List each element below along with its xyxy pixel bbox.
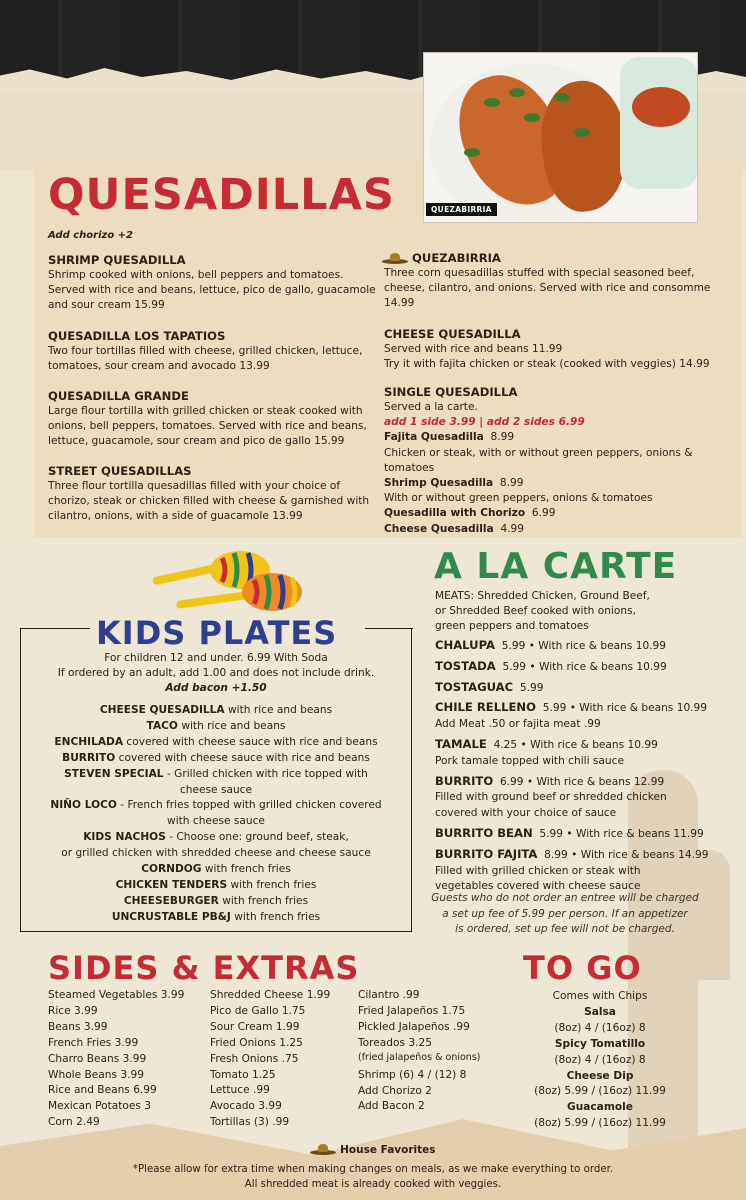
meats-line: or Shredded Beef cooked with onions, bbox=[435, 605, 636, 618]
item-name: Cheese Dip bbox=[566, 1069, 634, 1082]
note-line: a set up fee of 5.99 per person. If an appetizer bbox=[442, 907, 688, 920]
item-desc: Pork tamale topped with chili sauce bbox=[435, 754, 624, 767]
item-name: SINGLE QUESADILLA bbox=[384, 385, 518, 400]
kids-intro bbox=[20, 651, 412, 697]
sides-column-1 bbox=[48, 988, 208, 1131]
item-price: 4.25 • With rice & beans 10.99 bbox=[493, 738, 658, 751]
list-item bbox=[435, 790, 740, 806]
item-name: Spicy Tomatillo bbox=[554, 1037, 646, 1050]
list-item bbox=[435, 864, 740, 880]
list-item: Beans 3.99 bbox=[48, 1020, 108, 1033]
item-price: 5.99 • With rice & beans 10.99 bbox=[501, 640, 667, 652]
sides-note: add 1 side 3.99 | add 2 sides 6.99 bbox=[384, 416, 585, 429]
item-name: CORNDOG bbox=[141, 863, 202, 876]
item-name: TACO bbox=[146, 719, 178, 732]
list-item bbox=[435, 658, 740, 676]
item-desc: With or without green peppers, onions & tomatoes bbox=[384, 492, 653, 505]
list-item: Fried Jalapeños 1.75 bbox=[358, 1004, 466, 1017]
list-item: Sour Cream 1.99 bbox=[210, 1020, 300, 1033]
menu-item bbox=[384, 384, 714, 537]
item-desc: covered with your choice of sauce bbox=[435, 807, 617, 820]
list-item bbox=[20, 894, 412, 910]
item-name: QUEZABIRRIA bbox=[412, 251, 501, 265]
list-item bbox=[435, 806, 740, 822]
list-item: Fried Onions 1.25 bbox=[210, 1036, 303, 1049]
meats-line: MEATS: Shredded Chicken, Ground Beef, bbox=[435, 590, 650, 602]
item-name: Fajita Quesadilla bbox=[384, 431, 484, 444]
item-desc: Try it with fajita chicken or steak (cooked with veggies) 14.99 bbox=[384, 357, 710, 370]
list-item: Shredded Cheese 1.99 bbox=[210, 989, 331, 1001]
note-line: Guests who do not order an entree will be charged bbox=[431, 892, 699, 904]
list-item bbox=[20, 703, 412, 719]
item-name: Shrimp Quesadilla bbox=[384, 477, 494, 490]
footer-note: All shredded meat is already cooked with veggies. bbox=[244, 1179, 502, 1190]
list-item bbox=[435, 699, 740, 717]
meats-description bbox=[435, 589, 735, 635]
item-price: 6.99 bbox=[531, 507, 556, 520]
house-favorites-legend bbox=[0, 1143, 746, 1158]
item-name: QUESADILLA GRANDE bbox=[48, 389, 189, 404]
list-item: Pico de Gallo 1.75 bbox=[210, 1004, 306, 1017]
item-price: 4.99 bbox=[500, 522, 525, 535]
list-item bbox=[20, 878, 412, 894]
item-desc: with french fries bbox=[222, 894, 309, 907]
item-desc: Filled with ground beef or shredded chicken bbox=[435, 791, 667, 804]
list-item bbox=[20, 783, 412, 799]
item-name: NIÑO LOCO bbox=[50, 799, 117, 812]
list-item bbox=[20, 719, 412, 735]
item-desc: covered with cheese sauce with rice and beans bbox=[118, 751, 370, 764]
sombrero-icon bbox=[310, 1144, 336, 1156]
sombrero-icon bbox=[382, 253, 408, 265]
list-item: Toreados 3.25 bbox=[358, 1036, 432, 1049]
sides-title: SIDES & EXTRAS bbox=[48, 949, 360, 987]
item-desc: with rice and beans bbox=[228, 704, 333, 716]
item-desc: or grilled chicken with shredded cheese and cheese sauce bbox=[61, 847, 371, 860]
kids-intro-line: For children 12 and under. 6.99 With Soda bbox=[104, 652, 328, 664]
item-desc: Served a la carte. bbox=[384, 401, 478, 414]
list-item bbox=[20, 814, 412, 830]
item-name: TOSTAGUAC bbox=[435, 679, 514, 694]
footer-note: *Please allow for extra time when making changes on meals, as we make everything to order. bbox=[132, 1164, 614, 1175]
item-price: 5.99 bbox=[519, 681, 544, 694]
menu-item bbox=[48, 328, 378, 374]
item-name: CHILE RELLENO bbox=[435, 700, 536, 715]
item-desc: Add Meat .50 or fajita meat .99 bbox=[435, 718, 601, 731]
menu-item bbox=[48, 388, 378, 450]
maracas-icon bbox=[148, 548, 308, 618]
item-name: Quesadilla with Chorizo bbox=[384, 507, 526, 520]
list-item: Avocado 3.99 bbox=[210, 1100, 282, 1113]
item-desc: covered with cheese sauce with rice and beans bbox=[126, 735, 378, 748]
list-item bbox=[20, 830, 412, 846]
list-item bbox=[20, 862, 412, 878]
item-desc: Three flour tortilla quesadillas filled with your choice of chorizo, steak or chicken filled with cheese & garnished with cilantro, onions, with a side of guacamole 13.99 bbox=[48, 479, 370, 523]
item-name: BURRITO bbox=[62, 751, 116, 764]
item-desc: Served with rice and beans 11.99 bbox=[384, 342, 563, 355]
list-item bbox=[20, 846, 412, 862]
item-name: BURRITO FAJITA bbox=[435, 846, 538, 861]
list-item: Fresh Onions .75 bbox=[210, 1052, 299, 1065]
item-desc: Shrimp cooked with onions, bell peppers and tomatoes. Served with rice and beans, lettuce, pico de gallo, guacamole and sour cream 15.99 bbox=[48, 269, 376, 312]
a-la-carte-title: A LA CARTE bbox=[434, 546, 678, 587]
item-name: CHALUPA bbox=[435, 638, 495, 652]
item-price: 8.99 • With rice & beans 14.99 bbox=[544, 848, 709, 861]
item-desc: with french fries bbox=[204, 863, 291, 876]
note-line: is ordered, set up fee will not be charged. bbox=[455, 923, 675, 935]
list-item-note: (fried jalapeños & onions) bbox=[358, 1051, 481, 1063]
item-name: Guacamole bbox=[567, 1101, 633, 1114]
list-item bbox=[435, 679, 740, 697]
list-item: Tortillas (3) .99 bbox=[210, 1116, 290, 1129]
legend-label: House Favorites bbox=[340, 1144, 436, 1156]
quezabirria-photo bbox=[423, 52, 698, 223]
list-item: Shrimp (6) 4 / (12) 8 bbox=[358, 1068, 467, 1081]
item-desc: cheese sauce bbox=[179, 783, 253, 796]
list-item bbox=[20, 910, 412, 926]
item-desc: with french fries bbox=[230, 878, 317, 891]
photo-caption: QUEZABIRRIA bbox=[426, 203, 497, 216]
list-item: Pickled Jalapeños .99 bbox=[358, 1020, 470, 1033]
item-price: 5.99 • With rice & beans 10.99 bbox=[542, 702, 708, 715]
kids-plates-title: KIDS PLATES bbox=[96, 614, 338, 652]
item-desc: with rice and beans bbox=[181, 719, 286, 732]
item-name: TOSTADA bbox=[435, 658, 496, 673]
list-item bbox=[435, 637, 740, 655]
kids-items-list bbox=[20, 703, 412, 926]
list-item: Cilantro .99 bbox=[358, 989, 420, 1001]
menu-item bbox=[48, 463, 378, 525]
item-name: CHEESE QUESADILLA bbox=[99, 704, 225, 716]
quesadilla-left-column bbox=[48, 252, 378, 524]
item-price: 5.99 • With rice & beans 10.99 bbox=[502, 660, 667, 673]
item-desc: with french fries bbox=[234, 910, 321, 923]
item-price: 8.99 bbox=[499, 477, 524, 490]
setup-fee-note bbox=[420, 891, 710, 938]
item-desc: Two four tortillas filled with cheese, grilled chicken, lettuce, tomatoes, sour cream and avocado 13.99 bbox=[48, 344, 363, 372]
item-name: UNCRUSTABLE PB&J bbox=[111, 910, 231, 923]
list-item bbox=[20, 767, 412, 783]
list-item: Rice and Beans 6.99 bbox=[48, 1084, 157, 1097]
item-price: 6.99 • With rice & beans 12.99 bbox=[499, 775, 665, 788]
item-desc: - French fries topped with grilled chicken covered bbox=[120, 799, 382, 812]
sides-column-3 bbox=[358, 988, 508, 1115]
sides-column-2 bbox=[210, 988, 358, 1131]
list-item bbox=[20, 798, 412, 814]
list-item: Mexican Potatoes 3 bbox=[48, 1100, 151, 1113]
item-price: 5.99 • With rice & beans 11.99 bbox=[539, 827, 704, 840]
list-item bbox=[435, 736, 740, 754]
item-desc: vegetables covered with cheese sauce bbox=[435, 880, 641, 893]
list-item: Steamed Vegetables 3.99 bbox=[48, 989, 185, 1001]
list-item: Rice 3.99 bbox=[48, 1004, 98, 1017]
item-price: (8oz) 5.99 / (16oz) 11.99 bbox=[534, 1117, 666, 1130]
kids-bacon-note: Add bacon +1.50 bbox=[165, 682, 267, 695]
list-item bbox=[20, 751, 412, 767]
menu-item bbox=[384, 250, 714, 312]
item-desc: with cheese sauce bbox=[167, 815, 265, 828]
list-item bbox=[435, 773, 740, 791]
item-name: KIDS NACHOS bbox=[83, 831, 166, 844]
item-desc: Chicken or steak, with or without green peppers, onions & tomatoes bbox=[384, 446, 693, 474]
list-item bbox=[20, 735, 412, 751]
item-price: 8.99 bbox=[490, 431, 515, 444]
menu-item bbox=[384, 326, 714, 372]
item-price: (8oz) 4 / (16oz) 8 bbox=[554, 1021, 646, 1034]
item-name: QUESADILLA LOS TAPATIOS bbox=[48, 328, 226, 343]
item-name: Salsa bbox=[584, 1005, 616, 1018]
item-price: (8oz) 5.99 / (16oz) 11.99 bbox=[534, 1085, 666, 1098]
quesadillas-title: QUESADILLAS bbox=[48, 170, 395, 220]
a-la-carte-list bbox=[435, 637, 740, 895]
list-item: Add Chorizo 2 bbox=[358, 1084, 432, 1097]
list-item: Whole Beans 3.99 bbox=[48, 1068, 144, 1081]
item-desc: - Grilled chicken with rice topped with bbox=[166, 767, 368, 780]
list-item bbox=[435, 846, 740, 864]
quesadilla-right-column bbox=[384, 250, 714, 537]
meats-line: green peppers and tomatoes bbox=[435, 620, 589, 633]
footer-notes bbox=[0, 1162, 746, 1192]
to-go-list bbox=[505, 989, 695, 1132]
list-item bbox=[435, 754, 740, 770]
item-name: BURRITO BEAN bbox=[435, 825, 533, 840]
list-item: Add Bacon 2 bbox=[358, 1100, 425, 1113]
list-item bbox=[435, 825, 740, 843]
list-item: Charro Beans 3.99 bbox=[48, 1052, 147, 1065]
item-name: Cheese Quesadilla bbox=[384, 522, 494, 535]
menu-item bbox=[48, 252, 378, 314]
item-price: (8oz) 4 / (16oz) 8 bbox=[554, 1053, 646, 1066]
item-name: STREET QUESADILLAS bbox=[48, 463, 192, 478]
item-desc: Three corn quesadillas stuffed with special seasoned beef, cheese, cilantro, and onions. Served with rice and consomme 14.99 bbox=[384, 267, 711, 310]
item-name: CHEESE QUESADILLA bbox=[384, 326, 521, 341]
list-item: French Fries 3.99 bbox=[48, 1036, 139, 1049]
item-desc: Filled with grilled chicken or steak with bbox=[435, 864, 641, 877]
item-name: BURRITO bbox=[435, 773, 494, 788]
item-name: STEVEN SPECIAL bbox=[64, 767, 164, 780]
item-name: CHICKEN TENDERS bbox=[115, 878, 228, 891]
list-item bbox=[435, 717, 740, 733]
chorizo-note: Add chorizo +2 bbox=[48, 230, 134, 241]
item-desc: - Choose one: ground beef, steak, bbox=[169, 831, 349, 844]
kids-intro-line: If ordered by an adult, add 1.00 and does not include drink. bbox=[57, 667, 375, 680]
item-name: SHRIMP QUESADILLA bbox=[48, 253, 186, 267]
item-name: TAMALE bbox=[435, 736, 487, 751]
to-go-subtitle: Comes with Chips bbox=[552, 990, 648, 1002]
item-name: ENCHILADA bbox=[54, 735, 124, 748]
item-desc: Large flour tortilla with grilled chicken or steak cooked with onions, bell peppers, tomatoes. Served with rice and beans, lettuce, guacamole, sour cream and pico de gallo 15.99 bbox=[48, 405, 367, 448]
item-name: CHEESEBURGER bbox=[123, 894, 219, 907]
list-item: Lettuce .99 bbox=[210, 1084, 270, 1097]
to-go-title: TO GO bbox=[523, 949, 642, 987]
list-item: Corn 2.49 bbox=[48, 1116, 100, 1129]
list-item: Tomato 1.25 bbox=[210, 1068, 276, 1081]
